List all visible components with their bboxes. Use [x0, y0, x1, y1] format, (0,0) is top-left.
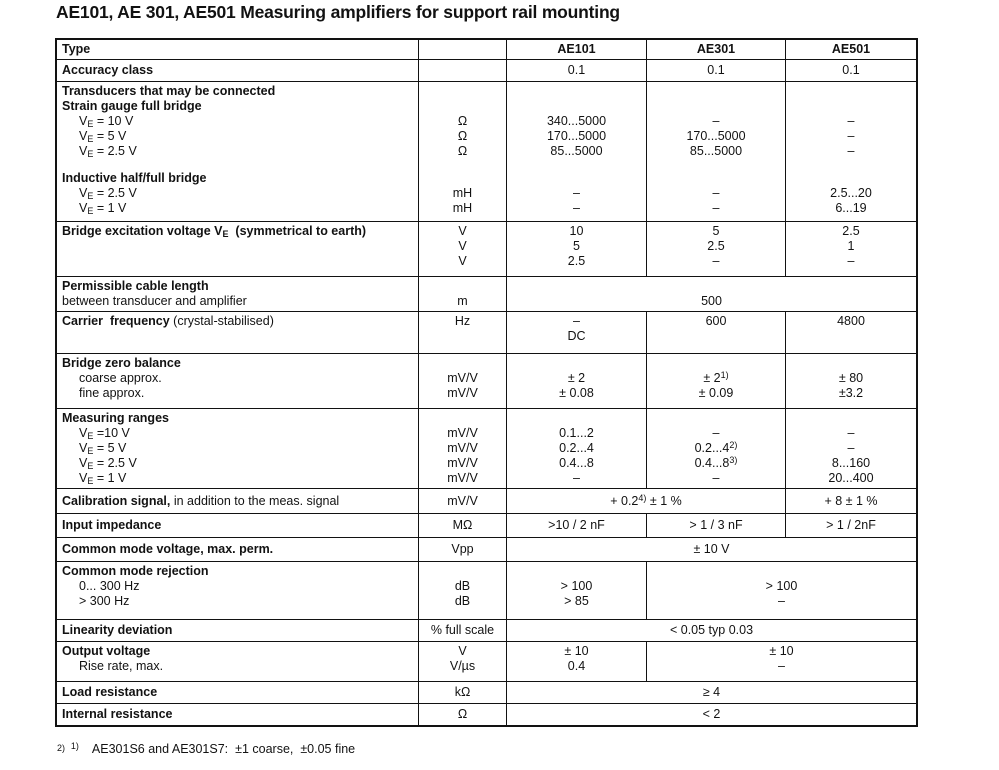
inductive-heading: Inductive half/full bridge — [62, 171, 207, 185]
header-unit-col — [419, 40, 507, 59]
calibration-ae501: + 8 ± 1 % — [824, 493, 878, 508]
excitation-ae301: 5 2.5 – — [647, 222, 786, 276]
row-load-resistance: Load resistance kΩ ≥ 4 — [57, 682, 916, 704]
row-input-impedance: Input impedance MΩ >10 / 2 nF > 1 / 3 nF > 1 / 2nF — [57, 514, 916, 538]
transducers-labels — [57, 82, 419, 221]
cable-heading: Permissible cable length — [62, 279, 209, 293]
ranges-ae101: 0.1...2 0.2...4 0.4...8 – — [507, 409, 647, 488]
excitation-ae101: 10 5 2.5 — [507, 222, 647, 276]
header-ae101: AE101 — [507, 40, 647, 59]
row-carrier-frequency: Carrier frequency (crystal-stabilised) Hz – DC 600 4800 — [57, 312, 916, 354]
transducers-ae501: – – – 2.5...20 6...19 — [830, 114, 872, 215]
row-output-voltage: Output voltage Rise rate, max. V V/µs ± 10 0.4 ± 10 – — [57, 642, 916, 682]
zero-balance-ae501: ± 80 ±3.2 — [838, 371, 864, 400]
ind-ve-line: $V_E = 2.5$ V — [79, 186, 137, 201]
table-header-row — [57, 40, 916, 60]
header-ae501: AE501 — [831, 42, 871, 56]
internal-value: < 2 — [702, 707, 721, 721]
ind-ve-line: $V_E = 1$ V — [79, 201, 127, 216]
row-linearity-deviation: Linearity deviation % full scale < 0.05 typ 0.03 — [57, 620, 916, 642]
linearity-label: Linearity deviation — [57, 620, 419, 641]
excitation-label: Bridge excitation voltage $V_E$ (symmetrical to earth) — [57, 222, 419, 276]
row-common-mode-voltage: Common mode voltage, max. perm. Vpp ± 10 V — [57, 538, 916, 562]
carrier-label: Carrier frequency (crystal-stabilised) — [62, 314, 274, 328]
cmv-label: Common mode voltage, max. perm. — [57, 538, 419, 561]
carrier-ae301: 600 — [647, 312, 786, 353]
cmr-ae301-ae501: > 100 – — [765, 579, 798, 608]
row-accuracy-class — [57, 60, 916, 82]
row-internal-resistance: Internal resistance Ω < 2 — [57, 704, 916, 725]
footnote-ref-3: 3) — [729, 455, 738, 465]
carrier-ae101: – DC — [507, 312, 647, 353]
calibration-ae101-ae301: + $0.2^{4)} \pm 1$ % — [507, 489, 786, 513]
row-cable-length: Permissible cable length between transducer and amplifier m 500 — [57, 277, 916, 312]
row-bridge-zero-balance: Bridge zero balance coarse approx. fine approx. mV/V mV/V ± 2 ± 0.08 ± $2^{1)}$ ± 0.09 ± 80 ±3.2 — [57, 354, 916, 409]
sg-ve-line: $V_E = 10$ V — [79, 114, 134, 129]
sg-ve-line: $V_E = 2.5$ V — [79, 144, 137, 159]
carrier-ae501: 4800 — [837, 314, 865, 328]
transducers-heading: Transducers that may be connected — [62, 84, 276, 98]
zero-balance-ae301: ± $2^{1)}$ ± 0.09 — [647, 354, 786, 408]
row-transducers — [57, 82, 916, 222]
impedance-label: Input impedance — [57, 514, 419, 537]
load-label: Load resistance — [57, 682, 419, 703]
calibration-label-bold: Calibration signal, — [62, 493, 171, 508]
footnote-1 — [57, 728, 355, 770]
footnote-ref-4: 4) — [638, 492, 647, 503]
row-measuring-ranges: Measuring ranges $V_E =10$ V $V_E = 5$ V $V_E = 2.5$ V $V_E = 1$ V mV/V mV/V mV/V mV/V 0.1...2 0.2...4 0.4...8 – – 0.2...4$^{2)}$ 0.4...8$^{3)}$ – – – 8...160 20...400 — [57, 409, 916, 489]
cable-subtext: between transducer and amplifier — [62, 294, 247, 308]
row-common-mode-rejection: Common mode rejection 0... 300 Hz > 300 Hz dB dB > 100 > 85 > 100 – — [57, 562, 916, 620]
footnote-1-text: AE301S6 and AE301S7: ±1 coarse, ±0.05 fine — [91, 742, 356, 756]
output-ae101: ± 10 0.4 — [507, 642, 647, 681]
cmr-ae101: > 100 > 85 — [507, 562, 647, 619]
spec-table — [55, 38, 918, 727]
transducers-ae101: 340...5000 170...5000 85...5000 – – — [507, 82, 647, 221]
zero-balance-ae101: ± 2 ± 0.08 — [507, 354, 647, 408]
transducers-units: Ω Ω Ω mH mH — [419, 82, 507, 221]
footnote-ref-1: 1) — [720, 370, 729, 380]
row-bridge-excitation: Bridge excitation voltage $V_E$ (symmetrical to earth) V V V 10 5 2.5 5 2.5 – 2.5 1 – — [57, 222, 916, 277]
strain-gauge-heading: Strain gauge full bridge — [62, 99, 202, 113]
transducers-ae301: – 170...5000 85...5000 – – — [647, 82, 786, 221]
accuracy-ae301: 0.1 — [647, 60, 786, 81]
impedance-ae301: > 1 / 3 nF — [647, 514, 786, 537]
cmr-heading: Common mode rejection — [62, 564, 209, 578]
header-type: Type — [57, 40, 419, 59]
footnote-ref-2: 2) — [729, 440, 738, 450]
ranges-ae301: – 0.2...4$^{2)}$ 0.4...8$^{3)}$ – — [647, 409, 786, 488]
ranges-ae501: – – 8...160 20...400 — [828, 426, 874, 485]
excitation-ae501: 2.5 1 – — [842, 224, 860, 268]
output-heading: Output voltage — [62, 644, 151, 658]
footnote-1-marker: 1) — [70, 741, 79, 751]
output-ae301-ae501: ± 10 – — [769, 644, 794, 673]
cmv-value: ± 10 V — [693, 542, 730, 556]
accuracy-ae501: 0.1 — [842, 63, 860, 77]
load-value: ≥ 4 — [702, 685, 721, 699]
impedance-ae101: >10 / 2 nF — [507, 514, 647, 537]
impedance-ae501: > 1 / 2nF — [826, 518, 876, 532]
sg-ve-line: $V_E = 5$ V — [79, 129, 127, 144]
accuracy-label: Accuracy class — [57, 60, 419, 81]
header-ae301: AE301 — [647, 40, 786, 59]
linearity-value: < 0.05 typ 0.03 — [669, 623, 754, 637]
footnote-2-marker-clipped: 2) — [57, 743, 66, 753]
row-calibration-signal: Calibration signal, in addition to the meas. signal mV/V + $0.2^{4)} \pm 1$ % + 8 ± 1 % — [57, 489, 916, 514]
cable-value: 500 — [701, 294, 722, 308]
zero-balance-heading: Bridge zero balance — [62, 356, 181, 370]
accuracy-ae101: 0.1 — [507, 60, 647, 81]
page-title: AE101, AE 301, AE501 Measuring amplifiers for support rail mounting — [56, 2, 620, 22]
ranges-heading: Measuring ranges — [62, 411, 169, 425]
internal-label: Internal resistance — [57, 704, 419, 725]
